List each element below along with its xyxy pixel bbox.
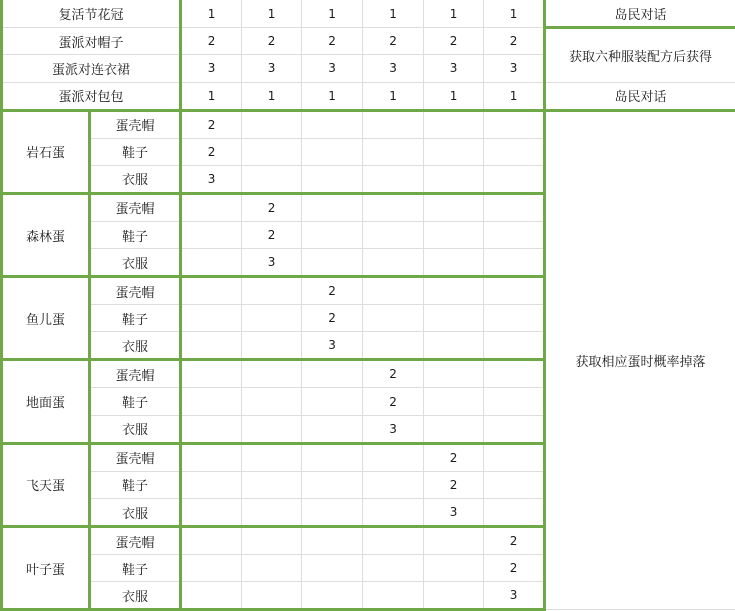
- value-cell: 3: [242, 55, 302, 82]
- value-cell: [484, 415, 545, 443]
- value-cell: [181, 277, 242, 305]
- value-cell: 1: [363, 0, 424, 28]
- note-cell: 岛民对话: [545, 0, 735, 28]
- value-cell: [181, 555, 242, 582]
- value-cell: [302, 165, 363, 193]
- value-cell: [363, 193, 424, 221]
- value-cell: 2: [484, 28, 545, 55]
- egg-drop-note: 获取相应蛋时概率掉落: [545, 110, 735, 610]
- value-cell: [242, 499, 302, 527]
- item-name: 蛋壳帽: [90, 527, 181, 555]
- value-cell: 2: [363, 388, 424, 415]
- value-cell: [363, 138, 424, 165]
- value-cell: 1: [302, 82, 363, 110]
- value-cell: [363, 305, 424, 332]
- value-cell: [242, 582, 302, 610]
- item-name: 鞋子: [90, 555, 181, 582]
- value-cell: 1: [242, 82, 302, 110]
- value-cell: 2: [424, 471, 484, 498]
- table-row: [2, 82, 735, 110]
- value-cell: [424, 165, 484, 193]
- value-cell: [484, 165, 545, 193]
- value-cell: [484, 332, 545, 360]
- item-name: 蛋壳帽: [90, 193, 181, 221]
- value-cell: [484, 138, 545, 165]
- table-row: [2, 28, 735, 55]
- value-cell: 2: [302, 305, 363, 332]
- value-cell: [424, 332, 484, 360]
- item-name: 衣服: [90, 415, 181, 443]
- value-cell: [363, 443, 424, 471]
- value-cell: [424, 277, 484, 305]
- value-cell: [484, 499, 545, 527]
- value-cell: [242, 388, 302, 415]
- value-cell: 3: [181, 55, 242, 82]
- value-cell: [302, 582, 363, 610]
- value-cell: [363, 332, 424, 360]
- value-cell: [302, 527, 363, 555]
- value-cell: 1: [302, 0, 363, 28]
- value-cell: [302, 388, 363, 415]
- value-cell: [181, 499, 242, 527]
- egg-group-label: 鱼儿蛋: [2, 277, 90, 360]
- value-cell: [484, 305, 545, 332]
- value-cell: [302, 249, 363, 277]
- egg-group-label: 叶子蛋: [2, 527, 90, 610]
- value-cell: [302, 499, 363, 527]
- value-cell: 1: [242, 0, 302, 28]
- value-cell: 1: [363, 82, 424, 110]
- value-cell: [181, 249, 242, 277]
- item-name: 鞋子: [90, 471, 181, 498]
- egg-group-label: 飞天蛋: [2, 443, 90, 526]
- value-cell: [484, 360, 545, 388]
- value-cell: [424, 555, 484, 582]
- value-cell: 3: [484, 582, 545, 610]
- value-cell: [484, 277, 545, 305]
- value-cell: [242, 471, 302, 498]
- value-cell: 1: [181, 0, 242, 28]
- value-cell: [424, 221, 484, 248]
- note-cell: 获取六种服装配方后获得: [545, 28, 735, 83]
- value-cell: [242, 165, 302, 193]
- table-row: [2, 110, 735, 138]
- value-cell: [484, 110, 545, 138]
- value-cell: 1: [484, 0, 545, 28]
- value-cell: [424, 193, 484, 221]
- value-cell: 2: [181, 28, 242, 55]
- value-cell: 2: [181, 138, 242, 165]
- value-cell: [181, 527, 242, 555]
- value-cell: [242, 360, 302, 388]
- item-name: 衣服: [90, 332, 181, 360]
- value-cell: 2: [363, 28, 424, 55]
- value-cell: [302, 138, 363, 165]
- value-cell: 3: [302, 55, 363, 82]
- value-cell: [363, 277, 424, 305]
- value-cell: [242, 138, 302, 165]
- value-cell: [424, 582, 484, 610]
- value-cell: [424, 527, 484, 555]
- value-cell: [424, 110, 484, 138]
- value-cell: [424, 388, 484, 415]
- note-cell: 岛民对话: [545, 82, 735, 110]
- value-cell: [363, 249, 424, 277]
- value-cell: [181, 415, 242, 443]
- row-label: 蛋派对包包: [2, 82, 181, 110]
- value-cell: [424, 249, 484, 277]
- value-cell: [363, 499, 424, 527]
- value-cell: 1: [424, 82, 484, 110]
- value-cell: 2: [302, 28, 363, 55]
- value-cell: [302, 110, 363, 138]
- value-cell: [302, 360, 363, 388]
- value-cell: [302, 415, 363, 443]
- item-name: 鞋子: [90, 305, 181, 332]
- value-cell: 3: [181, 165, 242, 193]
- value-cell: [302, 193, 363, 221]
- value-cell: [181, 582, 242, 610]
- value-cell: 2: [242, 221, 302, 248]
- value-cell: [363, 555, 424, 582]
- value-cell: 1: [484, 82, 545, 110]
- item-name: 鞋子: [90, 138, 181, 165]
- item-name: 蛋壳帽: [90, 277, 181, 305]
- value-cell: 2: [484, 527, 545, 555]
- value-cell: [484, 388, 545, 415]
- value-cell: 2: [242, 193, 302, 221]
- value-cell: [363, 527, 424, 555]
- value-cell: [363, 165, 424, 193]
- value-cell: 3: [242, 249, 302, 277]
- value-cell: [181, 332, 242, 360]
- value-cell: [242, 110, 302, 138]
- table-row: [2, 0, 735, 28]
- value-cell: [181, 471, 242, 498]
- value-cell: [484, 193, 545, 221]
- value-cell: [424, 360, 484, 388]
- item-name: 衣服: [90, 582, 181, 610]
- value-cell: [302, 443, 363, 471]
- value-cell: [242, 443, 302, 471]
- value-cell: 2: [484, 555, 545, 582]
- value-cell: [363, 582, 424, 610]
- egg-group-label: 地面蛋: [2, 360, 90, 443]
- value-cell: [302, 555, 363, 582]
- item-name: 鞋子: [90, 221, 181, 248]
- value-cell: 3: [484, 55, 545, 82]
- value-cell: 3: [424, 499, 484, 527]
- value-cell: [242, 415, 302, 443]
- value-cell: [424, 138, 484, 165]
- value-cell: 3: [363, 55, 424, 82]
- value-cell: [424, 305, 484, 332]
- value-cell: [484, 221, 545, 248]
- value-cell: 2: [242, 28, 302, 55]
- value-cell: 1: [181, 82, 242, 110]
- item-name: 蛋壳帽: [90, 443, 181, 471]
- item-name: 衣服: [90, 165, 181, 193]
- value-cell: [302, 471, 363, 498]
- value-cell: [484, 443, 545, 471]
- value-cell: [181, 388, 242, 415]
- value-cell: 3: [363, 415, 424, 443]
- value-cell: [181, 221, 242, 248]
- value-cell: 2: [181, 110, 242, 138]
- row-label: 复活节花冠: [2, 0, 181, 28]
- value-cell: [363, 110, 424, 138]
- value-cell: [242, 305, 302, 332]
- value-cell: [424, 415, 484, 443]
- value-cell: [242, 555, 302, 582]
- item-name: 蛋壳帽: [90, 110, 181, 138]
- egg-group-label: 岩石蛋: [2, 110, 90, 193]
- value-cell: [484, 471, 545, 498]
- value-cell: [242, 277, 302, 305]
- value-cell: [242, 527, 302, 555]
- value-cell: 2: [302, 277, 363, 305]
- value-cell: 3: [424, 55, 484, 82]
- value-cell: [363, 221, 424, 248]
- item-name: 鞋子: [90, 388, 181, 415]
- value-cell: 2: [424, 443, 484, 471]
- value-cell: [242, 332, 302, 360]
- value-cell: [302, 221, 363, 248]
- value-cell: 3: [302, 332, 363, 360]
- value-cell: 1: [424, 0, 484, 28]
- value-cell: [181, 443, 242, 471]
- row-label: 蛋派对帽子: [2, 28, 181, 55]
- item-name: 衣服: [90, 499, 181, 527]
- table-body: [2, 0, 735, 610]
- item-name: 衣服: [90, 249, 181, 277]
- value-cell: 2: [424, 28, 484, 55]
- value-cell: [484, 249, 545, 277]
- row-label: 蛋派对连衣裙: [2, 55, 181, 82]
- value-cell: [181, 360, 242, 388]
- egg-group-label: 森林蛋: [2, 193, 90, 276]
- value-cell: [181, 305, 242, 332]
- value-cell: [181, 193, 242, 221]
- value-cell: [363, 471, 424, 498]
- item-name: 蛋壳帽: [90, 360, 181, 388]
- value-cell: 2: [363, 360, 424, 388]
